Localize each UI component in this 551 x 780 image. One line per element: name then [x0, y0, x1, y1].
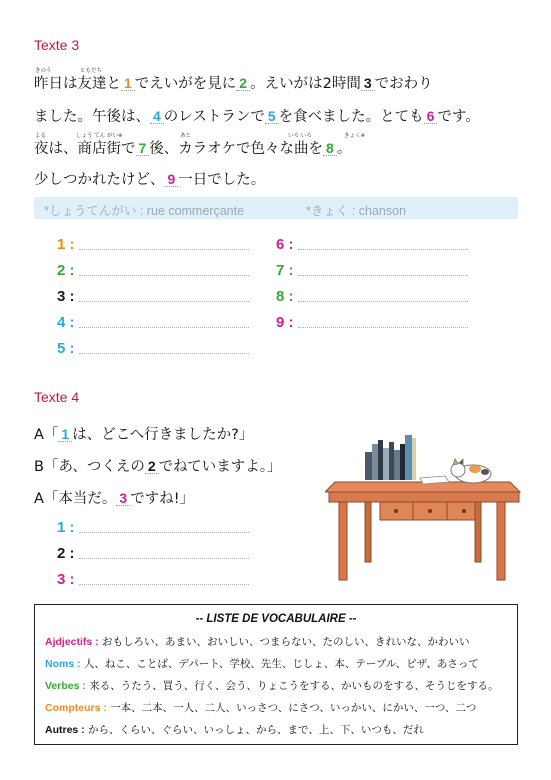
answer-3-6[interactable]: 6 :	[276, 236, 294, 253]
ruby-iroiro: いろ いろ	[288, 133, 312, 139]
blank-2[interactable]: 2	[236, 76, 250, 91]
blank-t4-2[interactable]: 2	[145, 459, 159, 474]
blank-4[interactable]: 4	[150, 109, 164, 124]
blank-6[interactable]: 6	[424, 109, 438, 124]
vocab-row-compteurs: Compteurs : 一本、二本、一人、二人、いっさつ、にさつ、いっかい、にかい、一つ、二つ	[45, 702, 477, 714]
answer-4-1[interactable]: 1 :	[57, 519, 75, 536]
books-icon	[365, 435, 416, 480]
blank-t4-1[interactable]: 1	[58, 427, 72, 442]
desk-illustration	[325, 430, 525, 582]
texte3-line3: 夜は、商店街で 7 後、カラオケで色々な曲を 8 。	[34, 140, 352, 157]
texte4-line2: B「あ、つくえの 2 でねていますよ。」	[34, 458, 282, 475]
texte3-line1: 昨日は友達と 1 でえいがを見に 2 。えいがは2時間 3 でおわり	[34, 75, 433, 92]
answer-3-3[interactable]: 3 :	[57, 288, 75, 305]
glossary-kyoku: *きょく : chanson	[306, 204, 407, 218]
texte3-line4: 少しつかれたけど、 9 一日でした。	[34, 171, 266, 188]
vocabulary-box	[34, 604, 518, 745]
answer-3-8[interactable]: 8 :	[276, 288, 294, 305]
vocab-row-verbes: Verbes : 来る、うたう、買う、行く、会う、りょこうをする、かいものをする、そうじをする。	[45, 680, 499, 692]
blank-3[interactable]: 3	[361, 76, 375, 91]
ruby-kyoku: きょく※	[344, 133, 366, 139]
blank-8[interactable]: 8	[323, 141, 337, 156]
blank-7[interactable]: 7	[136, 141, 150, 156]
answer-3-5[interactable]: 5 :	[57, 340, 75, 357]
answer-3-4[interactable]: 4 :	[57, 314, 75, 331]
glossary-box	[34, 197, 518, 219]
ruby-kinou: きのう	[35, 68, 52, 74]
answer-4-2[interactable]: 2 :	[57, 545, 75, 562]
vocab-title: -- LISTE DE VOCABULAIRE --	[195, 613, 357, 625]
texte4-line1: A「 1 は、どこへ行きましたか?」	[34, 426, 254, 443]
answer-3-2[interactable]: 2 :	[57, 262, 75, 279]
blank-5[interactable]: 5	[265, 109, 279, 124]
vocab-row-noms: Noms : 人、ねこ、ことば、デパート、学校、先生、じしょ、本、テーブル、ピザ、あさって	[45, 658, 479, 670]
blank-9[interactable]: 9	[165, 172, 179, 187]
texte3-title: Texte 3	[34, 37, 80, 53]
answer-3-1[interactable]: 1 :	[57, 236, 75, 253]
ruby-shoutengai: しょう てん がい※	[76, 133, 123, 139]
ruby-tomodachi: ともだち	[80, 68, 103, 74]
texte4-title: Texte 4	[34, 389, 80, 405]
ruby-yoru: よる	[35, 133, 47, 139]
texte4-line3: A「本当だ。 3 ですね!」	[34, 490, 195, 507]
cat-icon	[451, 459, 491, 483]
ruby-ato: あと	[180, 133, 192, 139]
texte3-line2: ました。午後は、 4 のレストランで 5 を食べました。とても 6 です。	[34, 108, 480, 125]
blank-1[interactable]: 1	[121, 76, 135, 91]
glossary-shoutengai: *しょうてんがい : rue commerçante	[44, 204, 245, 218]
vocab-row-adjectifs: Ajdjectifs : おもしろい、あまい、おいしい、つまらない、たのしい、きれいな、かわいい	[45, 636, 470, 648]
answer-4-3[interactable]: 3 :	[57, 571, 75, 588]
answer-3-9[interactable]: 9 :	[276, 314, 294, 331]
answer-3-7[interactable]: 7 :	[276, 262, 294, 279]
vocab-row-autres: Autres : から、くらい、ぐらい、いっしょ、から、まで、上、下、いつも、だれ	[45, 724, 424, 736]
blank-t4-3[interactable]: 3	[116, 491, 130, 506]
